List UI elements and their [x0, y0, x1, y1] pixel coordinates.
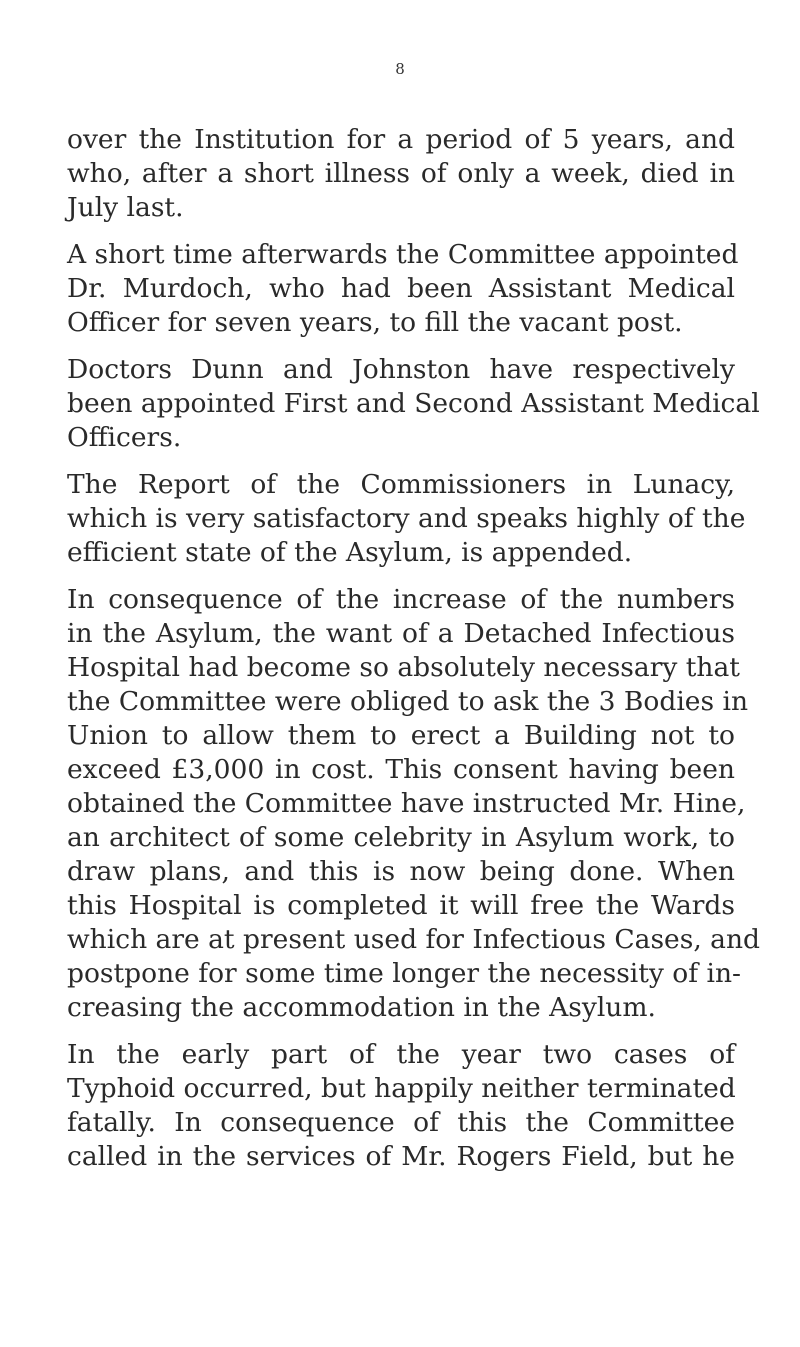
paragraph	[67, 353, 760, 455]
text-line: Hospital had become so absolutely necessary that	[67, 652, 740, 683]
text-line: obtained the Committee have instructed Mr. Hine,	[67, 788, 746, 819]
text-line: July last.	[67, 192, 184, 223]
text-line: Doctors Dunn and Johnston have respectively	[67, 354, 735, 385]
text-line: postpone for some time longer the necessity of in-	[67, 958, 741, 989]
text-line: who, after a short illness of only a week, died in	[67, 158, 735, 189]
text-line: A short time afterwards the Committee appointed	[67, 239, 739, 270]
text-line: which are at present used for Infectious Cases, and	[67, 924, 760, 955]
paragraph	[67, 123, 735, 225]
text-line: creasing the accommodation in the Asylum.	[67, 992, 656, 1023]
text-line: been appointed First and Second Assistant Medical	[67, 388, 760, 419]
text-line: the Committee were obliged to ask the 3 Bodies in	[67, 686, 749, 717]
text-line: efficient state of the Asylum, is appended.	[67, 537, 633, 568]
body-text	[67, 123, 760, 1187]
text-line: called in the services of Mr. Rogers Field, but he	[67, 1141, 735, 1172]
text-line: The Report of the Commissioners in Lunacy,	[67, 469, 735, 500]
text-line: In consequence of the increase of the numbers	[67, 584, 735, 615]
text-line: Dr. Murdoch, who had been Assistant Medical	[67, 273, 735, 304]
paragraph	[67, 1038, 735, 1174]
text-line: over the Institution for a period of 5 years, and	[67, 124, 735, 155]
text-line: draw plans, and this is now being done. When	[67, 856, 735, 887]
text-line: this Hospital is completed it will free the Wards	[67, 890, 735, 921]
text-line: Typhoid occurred, but happily neither terminated	[67, 1073, 736, 1104]
text-line: Officer for seven years, to fill the vacant post.	[67, 307, 683, 338]
text-line: Officers.	[67, 422, 182, 453]
text-line: In the early part of the year two cases of	[67, 1039, 735, 1070]
paragraph	[67, 238, 739, 340]
text-line: fatally. In consequence of this the Committee	[67, 1107, 735, 1138]
text-line: exceed £3,000 in cost. This consent having been	[67, 754, 735, 785]
paragraph	[67, 583, 760, 1025]
text-line: in the Asylum, the want of a Detached Infectious	[67, 618, 735, 649]
paragraph	[67, 468, 746, 570]
text-line: which is very satisfactory and speaks highly of the	[67, 503, 746, 534]
text-line: Union to allow them to erect a Building not to	[67, 720, 735, 751]
page-number: 8	[395, 60, 405, 78]
text-line: an architect of some celebrity in Asylum work, to	[67, 822, 735, 853]
